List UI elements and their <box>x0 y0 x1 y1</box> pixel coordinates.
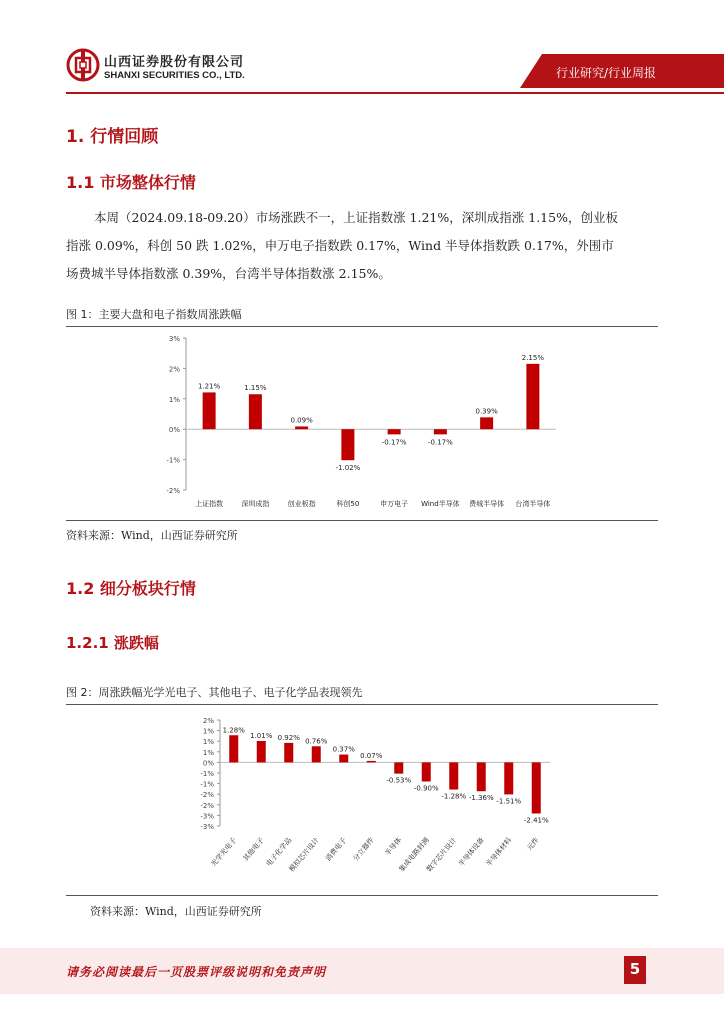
category-label: 创业板指 <box>287 500 316 508</box>
report-type-label: 行业研究/行业周报 <box>556 66 657 80</box>
section-title-1-2-1: 1.2.1 涨跌幅 <box>66 634 159 652</box>
bar <box>229 735 238 762</box>
category-label: 元件 <box>525 836 541 853</box>
page-number: 5 <box>629 960 641 978</box>
company-name-en: SHANXI SECURITIES CO., LTD. <box>104 70 245 81</box>
category-label: 上证指数 <box>195 500 224 508</box>
y-tick-label: 1% <box>202 748 214 757</box>
y-tick-label: 3% <box>168 335 180 343</box>
category-label: 费城半导体 <box>469 500 505 508</box>
y-tick-label: 0% <box>202 759 214 768</box>
company-name-cn: 山西证券股份有限公司 <box>104 55 245 70</box>
bar <box>477 762 486 791</box>
y-tick-label: 1% <box>168 395 180 404</box>
bar <box>422 762 431 781</box>
bar <box>339 755 348 763</box>
figure-2-top-rule <box>66 704 658 705</box>
data-label: 0.92% <box>277 733 300 742</box>
data-label: -0.90% <box>413 784 439 793</box>
data-label: -0.17% <box>427 438 453 447</box>
data-label: 1.15% <box>244 384 267 393</box>
section-title-1: 1. 行情回顾 <box>66 127 159 147</box>
bar <box>341 429 354 460</box>
data-label: 2.15% <box>521 353 544 362</box>
category-label: 台湾半导体 <box>515 500 551 508</box>
bar <box>388 429 401 434</box>
bar <box>367 761 376 762</box>
data-label: -0.53% <box>386 776 412 785</box>
category-label: 电子化学品 <box>264 836 294 869</box>
figure-2-caption: 图 2：周涨跌幅光学光电子、其他电子、电子化学品表现领先 <box>66 686 363 699</box>
y-tick-label: -2% <box>200 801 214 810</box>
bar <box>504 762 513 794</box>
bar <box>434 429 447 434</box>
data-label: 0.39% <box>475 407 498 416</box>
bar <box>284 743 293 763</box>
bar <box>203 392 216 429</box>
y-tick-label: 2% <box>202 717 214 725</box>
y-tick-label: -2% <box>166 487 180 495</box>
figure-1-bottom-rule <box>66 520 658 521</box>
y-tick-label: -3% <box>200 812 214 821</box>
category-label: 半导体设备 <box>457 836 486 869</box>
data-label: 0.07% <box>360 751 383 760</box>
paragraph-line: 指涨 0.09%，科创 50 跌 1.02%，申万电子指数跌 0.17%，Wind 半导体指数跌 0.17%，外围市 <box>66 238 614 253</box>
figure-1-chart <box>150 330 570 520</box>
bar <box>449 762 458 789</box>
y-tick-label: 0% <box>168 426 180 435</box>
data-label: 0.76% <box>305 737 328 746</box>
category-label: 光学光电子 <box>209 836 239 869</box>
y-tick-label: -2% <box>200 791 214 800</box>
category-label: 深圳成指 <box>241 500 270 508</box>
category-label: 分立器件 <box>351 836 376 863</box>
data-label: -1.36% <box>468 794 494 803</box>
y-tick-label: 1% <box>202 727 214 736</box>
figure-1-source: 资料来源：Wind，山西证券研究所 <box>66 529 238 542</box>
figure-1-caption: 图 1：主要大盘和电子指数周涨跌幅 <box>66 308 242 321</box>
category-label: 半导体材料 <box>484 836 514 869</box>
category-label: 半导体 <box>383 836 404 858</box>
category-label: 申万电子 <box>380 500 409 508</box>
data-label: -0.17% <box>381 438 407 447</box>
section-title-1-1: 1.1 市场整体行情 <box>66 173 196 192</box>
figure-2-source: 资料来源：Wind，山西证券研究所 <box>90 905 262 918</box>
category-label: 科创50 <box>336 500 360 508</box>
page-header <box>0 0 724 100</box>
data-label: -1.02% <box>335 464 361 473</box>
data-label: -2.41% <box>523 816 549 825</box>
y-tick-label: -1% <box>166 456 180 465</box>
data-label: -1.28% <box>441 792 467 801</box>
section-title-1-2: 1.2 细分板块行情 <box>66 579 196 598</box>
paragraph-line: 场费城半导体指数涨 0.39%，台湾半导体指数涨 2.15%。 <box>66 266 391 281</box>
data-label: 0.37% <box>332 745 355 754</box>
y-tick-label: -1% <box>200 780 214 789</box>
bar <box>480 417 493 429</box>
y-tick-label: -3% <box>200 823 214 831</box>
y-tick-label: -1% <box>200 770 214 778</box>
header-divider <box>66 92 724 94</box>
figure-1-top-rule <box>66 326 658 327</box>
y-tick-label: 1% <box>202 738 214 747</box>
bar <box>249 394 262 429</box>
category-label: 消费电子 <box>324 836 349 863</box>
category-label: 集成电路封测 <box>397 836 431 874</box>
bar <box>526 364 539 429</box>
category-label: 其他电子 <box>241 836 266 863</box>
paragraph-line: 本周（2024.09.18-09.20）市场涨跌不一，上证指数涨 1.21%，深圳成指涨 1.15%，创业板 <box>94 210 618 225</box>
y-tick-label: 2% <box>168 365 180 374</box>
data-label: -1.51% <box>496 797 522 806</box>
data-label: 1.28% <box>222 726 245 735</box>
data-label: 1.01% <box>250 731 273 740</box>
category-label: 模拟芯片设计 <box>287 836 321 874</box>
bar <box>257 741 266 762</box>
company-logo-icon <box>66 48 100 82</box>
market-summary-paragraph <box>66 204 686 288</box>
data-label: 1.21% <box>198 382 221 391</box>
category-label: 数字芯片设计 <box>425 836 459 874</box>
bar <box>532 762 541 813</box>
figure-2-bottom-rule <box>66 895 658 896</box>
data-label: 0.09% <box>290 416 313 425</box>
footer-disclaimer: 请务必阅读最后一页股票评级说明和免责声明 <box>66 965 327 979</box>
figure-2-chart <box>180 706 580 894</box>
bar <box>312 746 321 762</box>
bar <box>394 762 403 773</box>
category-label: Wind半导体 <box>421 500 460 508</box>
bar <box>295 426 308 429</box>
